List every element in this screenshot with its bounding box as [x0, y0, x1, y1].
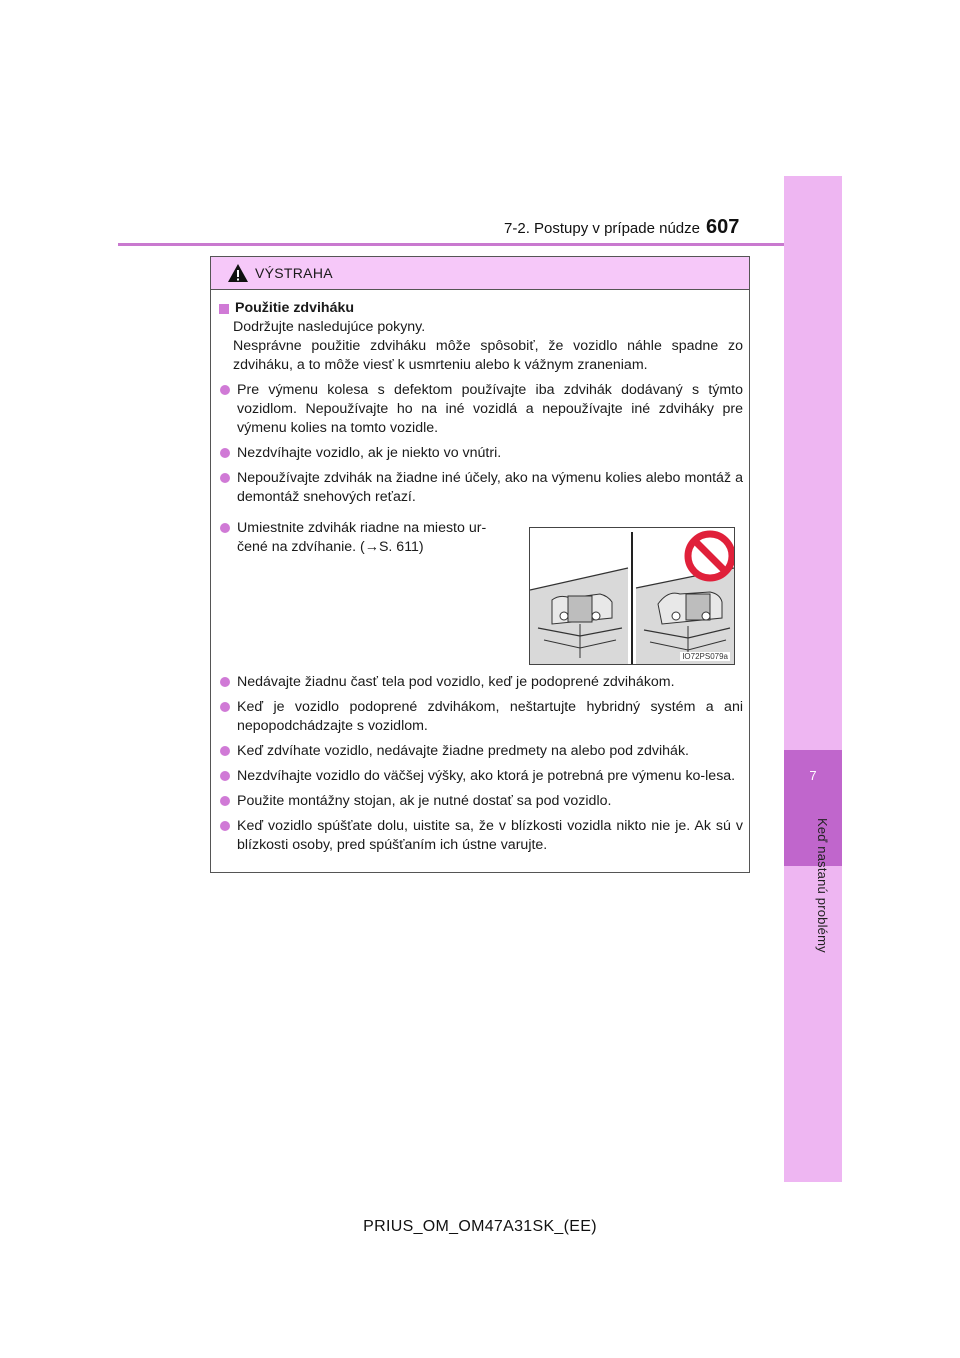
list-item — [219, 381, 743, 438]
section-title: 7-2. Postupy v prípade núdze — [504, 220, 700, 237]
chapter-side-tab — [784, 176, 842, 1182]
list-item-text: Nezdvíhajte vozidlo, ak je niekto vo vnútri. — [237, 445, 502, 461]
circle-bullet-icon — [219, 767, 233, 786]
list-item-text: Nezdvíhajte vozidlo do väčšej výšky, ako ktorá je potrebná pre výmenu ko-lesa. — [237, 768, 736, 784]
list-item — [219, 792, 743, 811]
intro-line-2: Nesprávne použitie zdviháku môže spôsobiť, že vozidlo náhle spadne zo zdviháku, a to môže viesť k usmrteniu alebo k vážnym zraneniam. — [233, 338, 743, 373]
circle-bullet-icon — [219, 673, 233, 692]
list-item — [219, 469, 743, 507]
warning-subtitle-text: Použitie zdviháku — [235, 300, 355, 316]
circle-bullet-icon — [219, 444, 233, 463]
list-item — [219, 767, 743, 786]
list-item-text: Nedávajte žiadnu časť tela pod vozidlo, keď je podoprené zdvihákom. — [237, 674, 675, 690]
list-item — [219, 742, 743, 761]
list-item-text: Umiestnite zdvihák riadne na miesto ur-čené na zdvíhanie. (→S. 611) — [237, 520, 487, 555]
list-item-text: Nepoužívajte zdvihák na žiadne iné účely, ako na výmenu kolies alebo montáž a demontáž snehových reťazí. — [237, 470, 743, 505]
jack-placement-illustration — [529, 527, 735, 665]
jack-illustration-svg — [530, 528, 734, 664]
list-item — [219, 817, 743, 855]
circle-bullet-icon — [219, 381, 233, 400]
warning-content — [219, 299, 743, 557]
circle-bullet-icon — [219, 817, 233, 836]
document-code: PRIUS_OM_OM47A31SK_(EE) — [363, 1218, 597, 1235]
list-item — [219, 444, 743, 463]
list-item — [219, 698, 743, 736]
circle-bullet-icon — [219, 742, 233, 761]
list-item — [219, 519, 509, 557]
list-item-text: Keď je vozidlo podoprené zdvihákom, neštartujte hybridný systém a ani nepopodchádzajte s vozidlom. — [237, 699, 743, 734]
page-number: 607 — [706, 216, 740, 238]
warning-content-lower — [219, 673, 743, 855]
list-item-text: Pre výmenu kolesa s defektom používajte iba zdvihák dodávaný s týmto vozidlom. Nepoužívajte ho na iné vozidlá a nepoužívajte iné zdviháky pre výmenu kolies na tomto vozidle. — [237, 382, 743, 436]
circle-bullet-icon — [219, 792, 233, 811]
figure-code: IO72PS079a — [682, 652, 728, 661]
chapter-number: 7 — [809, 768, 817, 783]
list-item-text: Použite montážny stojan, ak je nutné dostať sa pod vozidlo. — [237, 793, 612, 809]
chapter-title: Keď nastanú problémy — [815, 818, 830, 953]
circle-bullet-icon — [219, 519, 233, 538]
warning-triangle-icon — [227, 263, 249, 283]
warning-header — [211, 257, 749, 290]
warning-title: VÝSTRAHA — [255, 265, 333, 281]
circle-bullet-icon — [219, 469, 233, 488]
square-bullet-icon — [219, 304, 229, 314]
warning-subtitle — [219, 299, 743, 318]
prohibition-icon — [688, 534, 732, 578]
circle-bullet-icon — [219, 698, 233, 717]
list-item-text: Keď zdvíhate vozidlo, nedávajte žiadne predmety na alebo pod zdvihák. — [237, 743, 689, 759]
list-item — [219, 673, 743, 692]
list-item-text: Keď vozidlo spúšťate dolu, uistite sa, že v blízkosti vozidla nikto nie je. Ak sú v blízkosti osoby, pred spúšťaním ich ústne varujte. — [237, 818, 743, 853]
intro-line-1: Dodržujte nasledujúce pokyny. — [233, 319, 426, 335]
warning-box — [210, 256, 750, 873]
header-rule — [118, 243, 784, 246]
